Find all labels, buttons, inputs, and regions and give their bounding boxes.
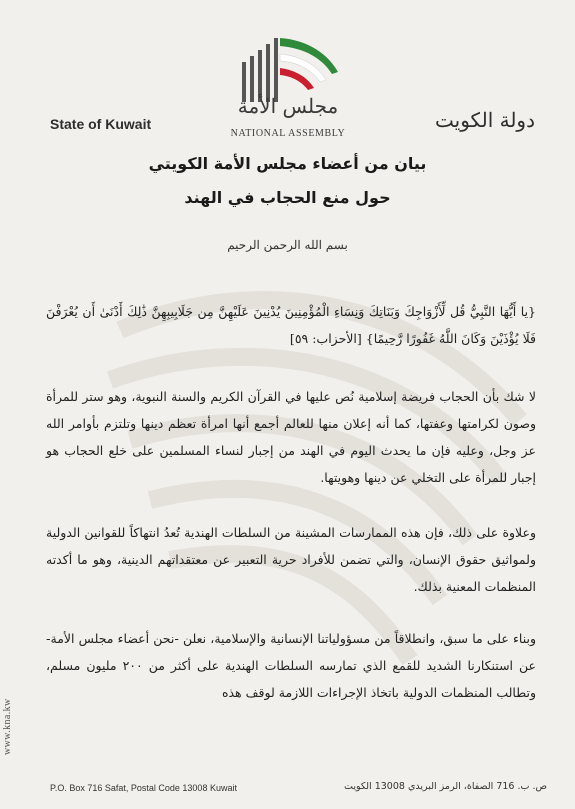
statement-subtitle: حول منع الحجاب في الهند <box>184 188 391 207</box>
logo-english-name: NATIONAL ASSEMBLY <box>230 128 346 139</box>
paragraph-3: وبناء على ما سبق، وانطلاقاً من مسؤولياتنا الإنسانية والإسلامية، نعلن -نحن أعضاء مجلس الأمة- عن استنكارنا الشديد للقمع الذي تمارسه السلطات الهندية على أكثر من ٢٠٠ مليون مسلم، وتطالب المنظمات الدولية باتخاذ الإجراءات اللازمة لوقف هذه <box>46 631 536 700</box>
logo-arabic-name: مجلس الأمة <box>237 94 339 118</box>
quran-verse: {يا أَيُّهَا النَّبِيُّ قُل لِّأَزْوَاجِكَ وَبَنَاتِكَ وَنِسَاءِ الْمُؤْمِنِينَ يُدْنِينَ عَلَيْهِنَّ مِن جَلَابِيبِهِنَّ ذَٰلِكَ أَدْنَىٰ أَن يُعْرَفْنَ فَلَا يُؤْذَيْنَ وَكَانَ اللَّهُ غَفُورًا رَّحِيمًا} [الأحزاب: ٥٩] <box>46 304 536 346</box>
state-of-kuwait-english: State of Kuwait <box>50 116 152 132</box>
footer-address-arabic: ص. ب. 716 الصفاة، الرمز البريدي 13008 الكويت <box>344 781 547 792</box>
state-of-kuwait-arabic: دولة الكويت <box>435 108 535 132</box>
statement-title: بيان من أعضاء مجلس الأمة الكويتي <box>148 154 427 173</box>
paragraph-2: وعلاوة على ذلك، فإن هذه الممارسات المشينة من السلطات الهندية تُعدُ انتهاكاً للقوانين الدولية ولمواثيق حقوق الإنسان، والتي تضمن للأفراد حرية التعبير عن معتقداتهم الدينية، وهو ما أكدته المنظمات المعنية بذلك. <box>46 525 536 594</box>
basmala: بسم الله الرحمن الرحيم <box>227 238 348 252</box>
website-url-vertical: www.kna.kw <box>2 698 13 755</box>
footer-address-english: P.O. Box 716 Safat, Postal Code 13008 Kuwait <box>50 783 237 793</box>
paragraph-1: لا شك بأن الحجاب فريضة إسلامية نُص عليها في القرآن الكريم والسنة النبوية، وهو ستر للمرأة وصون لكرامتها وعفتها، كما أنه إعلان منها للعالم أجمع أنها امرأة تعظم دينها وتلتزم بأوامر الله عز وجل، وعليه فإن ما يحدث اليوم في الهند من إجبار لنساء المسلمين على خلع الحجاب هو إجبار للمرأة على التخلي عن دينها وهويتها. <box>46 389 536 485</box>
